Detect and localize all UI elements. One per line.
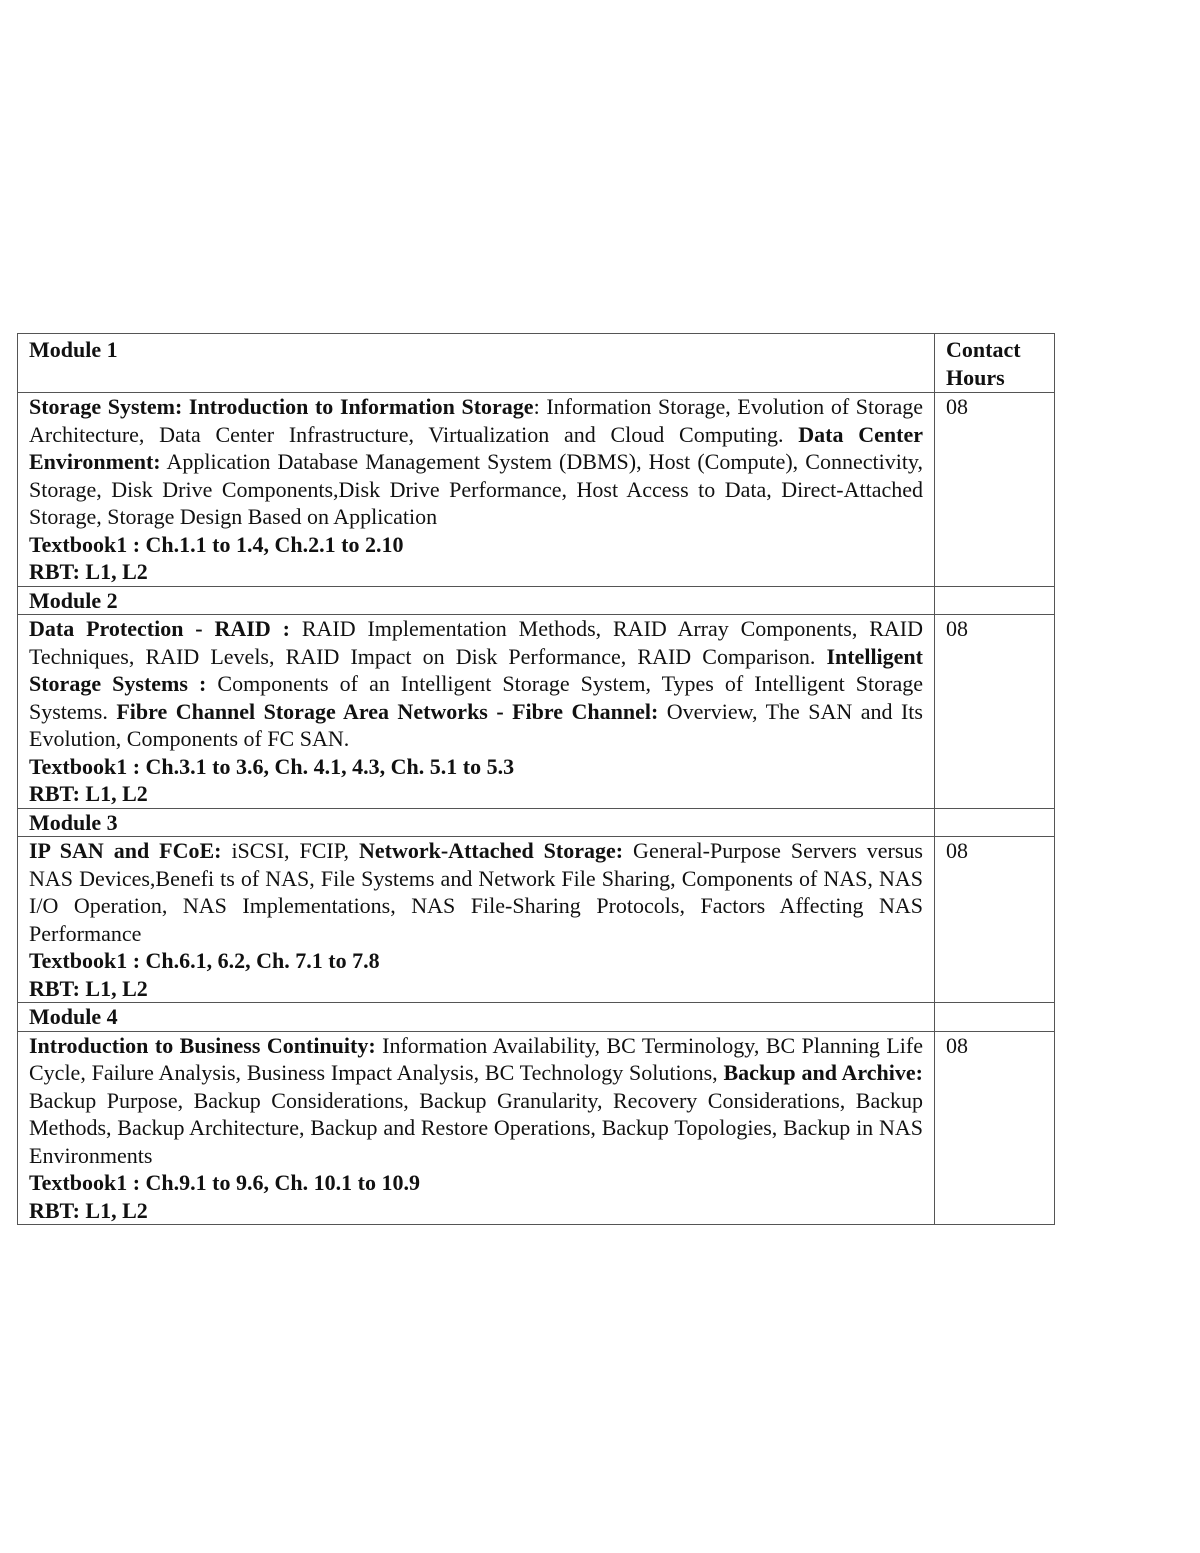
contact-hours-value: 08 xyxy=(935,393,1055,587)
module-content xyxy=(18,615,935,809)
module-content xyxy=(18,393,935,587)
rbt-level: RBT: L1, L2 xyxy=(29,781,148,806)
module-content xyxy=(18,837,935,1003)
module-title: Module 2 xyxy=(18,586,935,615)
textbook-reference: Textbook1 : Ch.1.1 to 1.4, Ch.2.1 to 2.10 xyxy=(29,531,404,557)
topic-text: Components of an Intelligent Storage System, Types of Intelligent Storage Systems. xyxy=(29,671,923,724)
topic-heading: Fibre Channel Storage Area Networks - Fibre Channel: xyxy=(116,698,659,724)
topic-heading: Introduction to Business Continuity: xyxy=(29,1032,376,1058)
empty-hours-cell xyxy=(935,808,1055,837)
module-content-row xyxy=(18,615,1055,809)
textbook-reference: Textbook1 : Ch.6.1, 6.2, Ch. 7.1 to 7.8 xyxy=(29,948,380,973)
topic-heading: Network-Attached Storage: xyxy=(358,838,624,863)
topic-heading: Intelligent Storage Systems : xyxy=(29,643,923,696)
topic-text: RAID Implementation Methods, RAID Array Components, RAID Techniques, RAID Levels, RAID Impact on Disk Performance, RAID Comparison. xyxy=(29,616,923,669)
module-description xyxy=(29,837,923,947)
module-title: Module 4 xyxy=(18,1003,935,1032)
module-content-row xyxy=(18,837,1055,1003)
contact-hours-value: 08 xyxy=(935,837,1055,1003)
module-content xyxy=(18,1031,935,1225)
contact-hours-value: 08 xyxy=(935,615,1055,809)
module-title-row xyxy=(18,1003,1055,1032)
topic-text: : Information Storage, Evolution of Storage Architecture, Data Center Infrastructure, Virtualization and Cloud Computing. xyxy=(29,394,923,447)
contact-hours-value: 08 xyxy=(935,1031,1055,1225)
topic-text: Application Database Management System (DBMS), Host (Compute), Connectivity, Storage, Disk Drive Components,Disk Drive Performance, Host Access to Data, Direct-Attached Storage, Storage Design Based on Application xyxy=(29,449,923,529)
topic-text: Overview, The SAN and Its Evolution, Components of FC SAN. xyxy=(29,698,923,751)
rbt-level: RBT: L1, L2 xyxy=(29,559,148,584)
topic-text: General-Purpose Servers versus NAS Devices,Benefi ts of NAS, File Systems and Network File Sharing, Components of NAS, NAS I/O Operation, NAS Implementations, NAS File-Sharing Protocols, Factors Affecting NAS Performance xyxy=(29,838,923,946)
topic-heading: Data Protection - RAID : xyxy=(29,616,290,641)
syllabus-table xyxy=(17,333,1055,1225)
module-content-row xyxy=(18,393,1055,587)
module-description xyxy=(29,615,923,753)
header-row xyxy=(18,334,1055,393)
empty-hours-cell xyxy=(935,586,1055,615)
empty-hours-cell xyxy=(935,1003,1055,1032)
module-title: Module 3 xyxy=(18,808,935,837)
contact-hours-header: Contact Hours xyxy=(935,334,1055,393)
topic-heading: IP SAN and FCoE: xyxy=(29,838,222,863)
module-title-row xyxy=(18,586,1055,615)
textbook-reference: Textbook1 : Ch.9.1 to 9.6, Ch. 10.1 to 10.9 xyxy=(29,1170,420,1195)
topic-heading: Storage System: Introduction to Information Storage xyxy=(29,394,534,419)
module-title-row xyxy=(18,808,1055,837)
module-description xyxy=(29,1032,923,1170)
module-description xyxy=(29,393,923,531)
topic-heading: Backup and Archive: xyxy=(723,1060,923,1085)
rbt-level: RBT: L1, L2 xyxy=(29,975,148,1001)
topic-text: iSCSI, FCIP, xyxy=(221,838,359,863)
module-title: Module 1 xyxy=(18,334,935,393)
topic-heading: Data Center Environment: xyxy=(29,421,923,474)
topic-text: Backup Purpose, Backup Considerations, Backup Granularity, Recovery Considerations, Backup Methods, Backup Architecture, Backup and Restore Operations, Backup Topologies, Backup in NAS Environments xyxy=(29,1087,923,1168)
textbook-reference: Textbook1 : Ch.3.1 to 3.6, Ch. 4.1, 4.3, Ch. 5.1 to 5.3 xyxy=(29,753,515,779)
topic-text: Information Availability, BC Terminology, BC Planning Life Cycle, Failure Analysis, Business Impact Analysis, BC Technology Solutions, xyxy=(29,1032,923,1085)
rbt-level: RBT: L1, L2 xyxy=(29,1197,148,1223)
module-content-row xyxy=(18,1031,1055,1225)
